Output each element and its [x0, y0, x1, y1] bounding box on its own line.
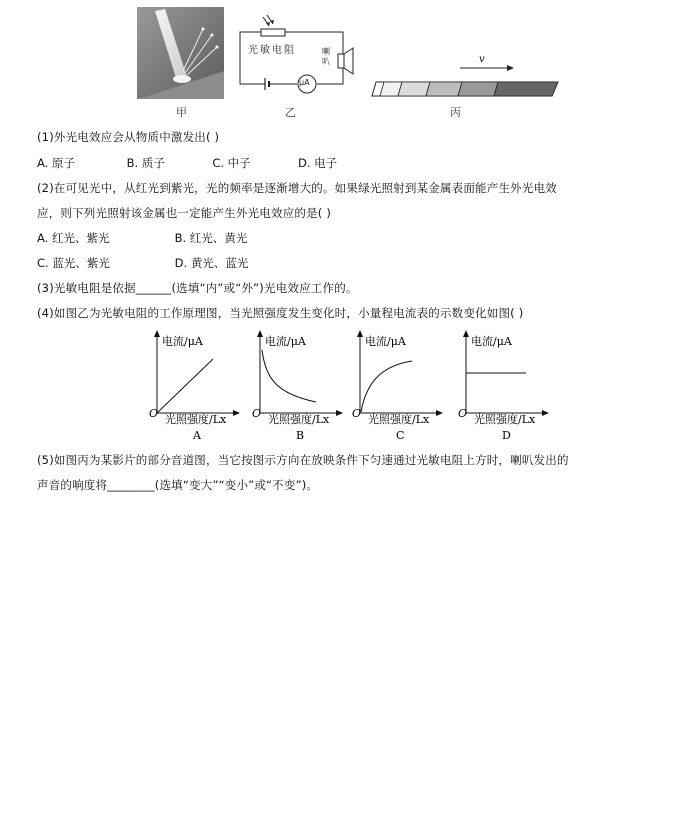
graph-c-y-label: 电流/μA — [365, 335, 406, 348]
graph-b-letter: B — [296, 429, 305, 442]
graph-d — [456, 328, 556, 446]
graph-a-y-label: 电流/μA — [162, 335, 203, 348]
question-2-stem-line2: 应，则下列光照射该金属也一定能产生外光电效应的是( ) — [37, 206, 332, 220]
graph-d-y-label: 电流/μA — [471, 335, 512, 348]
q1-option-d: D. 电子 — [297, 156, 338, 170]
photo-jia — [137, 7, 224, 99]
graph-d-x-label: 光照强度/Lx — [474, 413, 536, 426]
graph-c — [350, 328, 450, 446]
question-1-options — [37, 155, 337, 171]
q1-option-b: B. 质子 — [126, 156, 165, 170]
question-1-stem: (1)外光电效应会从物质中激发出( ) — [37, 130, 220, 144]
graph-c-letter: C — [396, 429, 405, 442]
speaker-label: 喇叭 — [322, 47, 330, 66]
velocity-label: v — [479, 54, 485, 65]
filmstrip-diagram — [370, 52, 560, 102]
graph-d-letter: D — [502, 429, 511, 442]
q2-option-c: C. 蓝光、紫光 — [37, 256, 110, 270]
microammeter-label: μA — [299, 78, 310, 87]
question-4-stem: (4)如图乙为光敏电阻的工作原理图，当光照强度发生变化时，小量程电流表的示数变化如图( ) — [37, 306, 524, 320]
caption-jia: 甲 — [176, 106, 187, 119]
graph-b-y-label: 电流/μA — [265, 335, 306, 348]
caption-bing: 丙 — [450, 106, 461, 119]
q2-option-d: D. 黄光、蓝光 — [174, 256, 249, 270]
graph-a-origin: O — [149, 407, 159, 420]
graph-c-x-label: 光照强度/Lx — [368, 413, 430, 426]
q2-option-a: A. 红光、紫光 — [37, 231, 110, 245]
question-5-stem-line1: (5)如图丙为某影片的部分音道图，当它按图示方向在放映条件下匀速通过光敏电阻上方时，喇叭发出的 — [37, 453, 569, 467]
circuit-diagram — [237, 12, 362, 102]
question-5-stem-line2: 声音的响度将________(选填“变大”“变小”或“不变”)。 — [37, 478, 319, 492]
question-2-stem-line1: (2)在可见光中，从红光到紫光，光的频率是逐渐增大的。如果绿光照射到某金属表面能产生外光电效 — [37, 181, 557, 195]
q1-option-a: A. 原子 — [37, 156, 75, 170]
question-2-options-row1 — [37, 230, 247, 246]
graph-b — [250, 328, 350, 446]
photoresistor-label: 光敏电阻 — [248, 45, 296, 56]
question-3-stem: (3)光敏电阻是依据______(选填“内”或“外”)光电效应工作的。 — [37, 281, 358, 295]
graph-a-letter: A — [193, 429, 201, 442]
graph-a-x-label: 光照强度/Lx — [165, 413, 227, 426]
graph-d-origin: O — [458, 407, 468, 420]
graph-c-origin: O — [352, 407, 362, 420]
q1-option-c: C. 中子 — [212, 156, 251, 170]
graph-b-origin: O — [252, 407, 262, 420]
graph-b-x-label: 光照强度/Lx — [268, 413, 330, 426]
graph-a — [147, 328, 247, 446]
question-2-options-row2 — [37, 255, 248, 271]
caption-yi: 乙 — [285, 106, 296, 119]
q2-option-b: B. 红光、黄光 — [174, 231, 248, 245]
